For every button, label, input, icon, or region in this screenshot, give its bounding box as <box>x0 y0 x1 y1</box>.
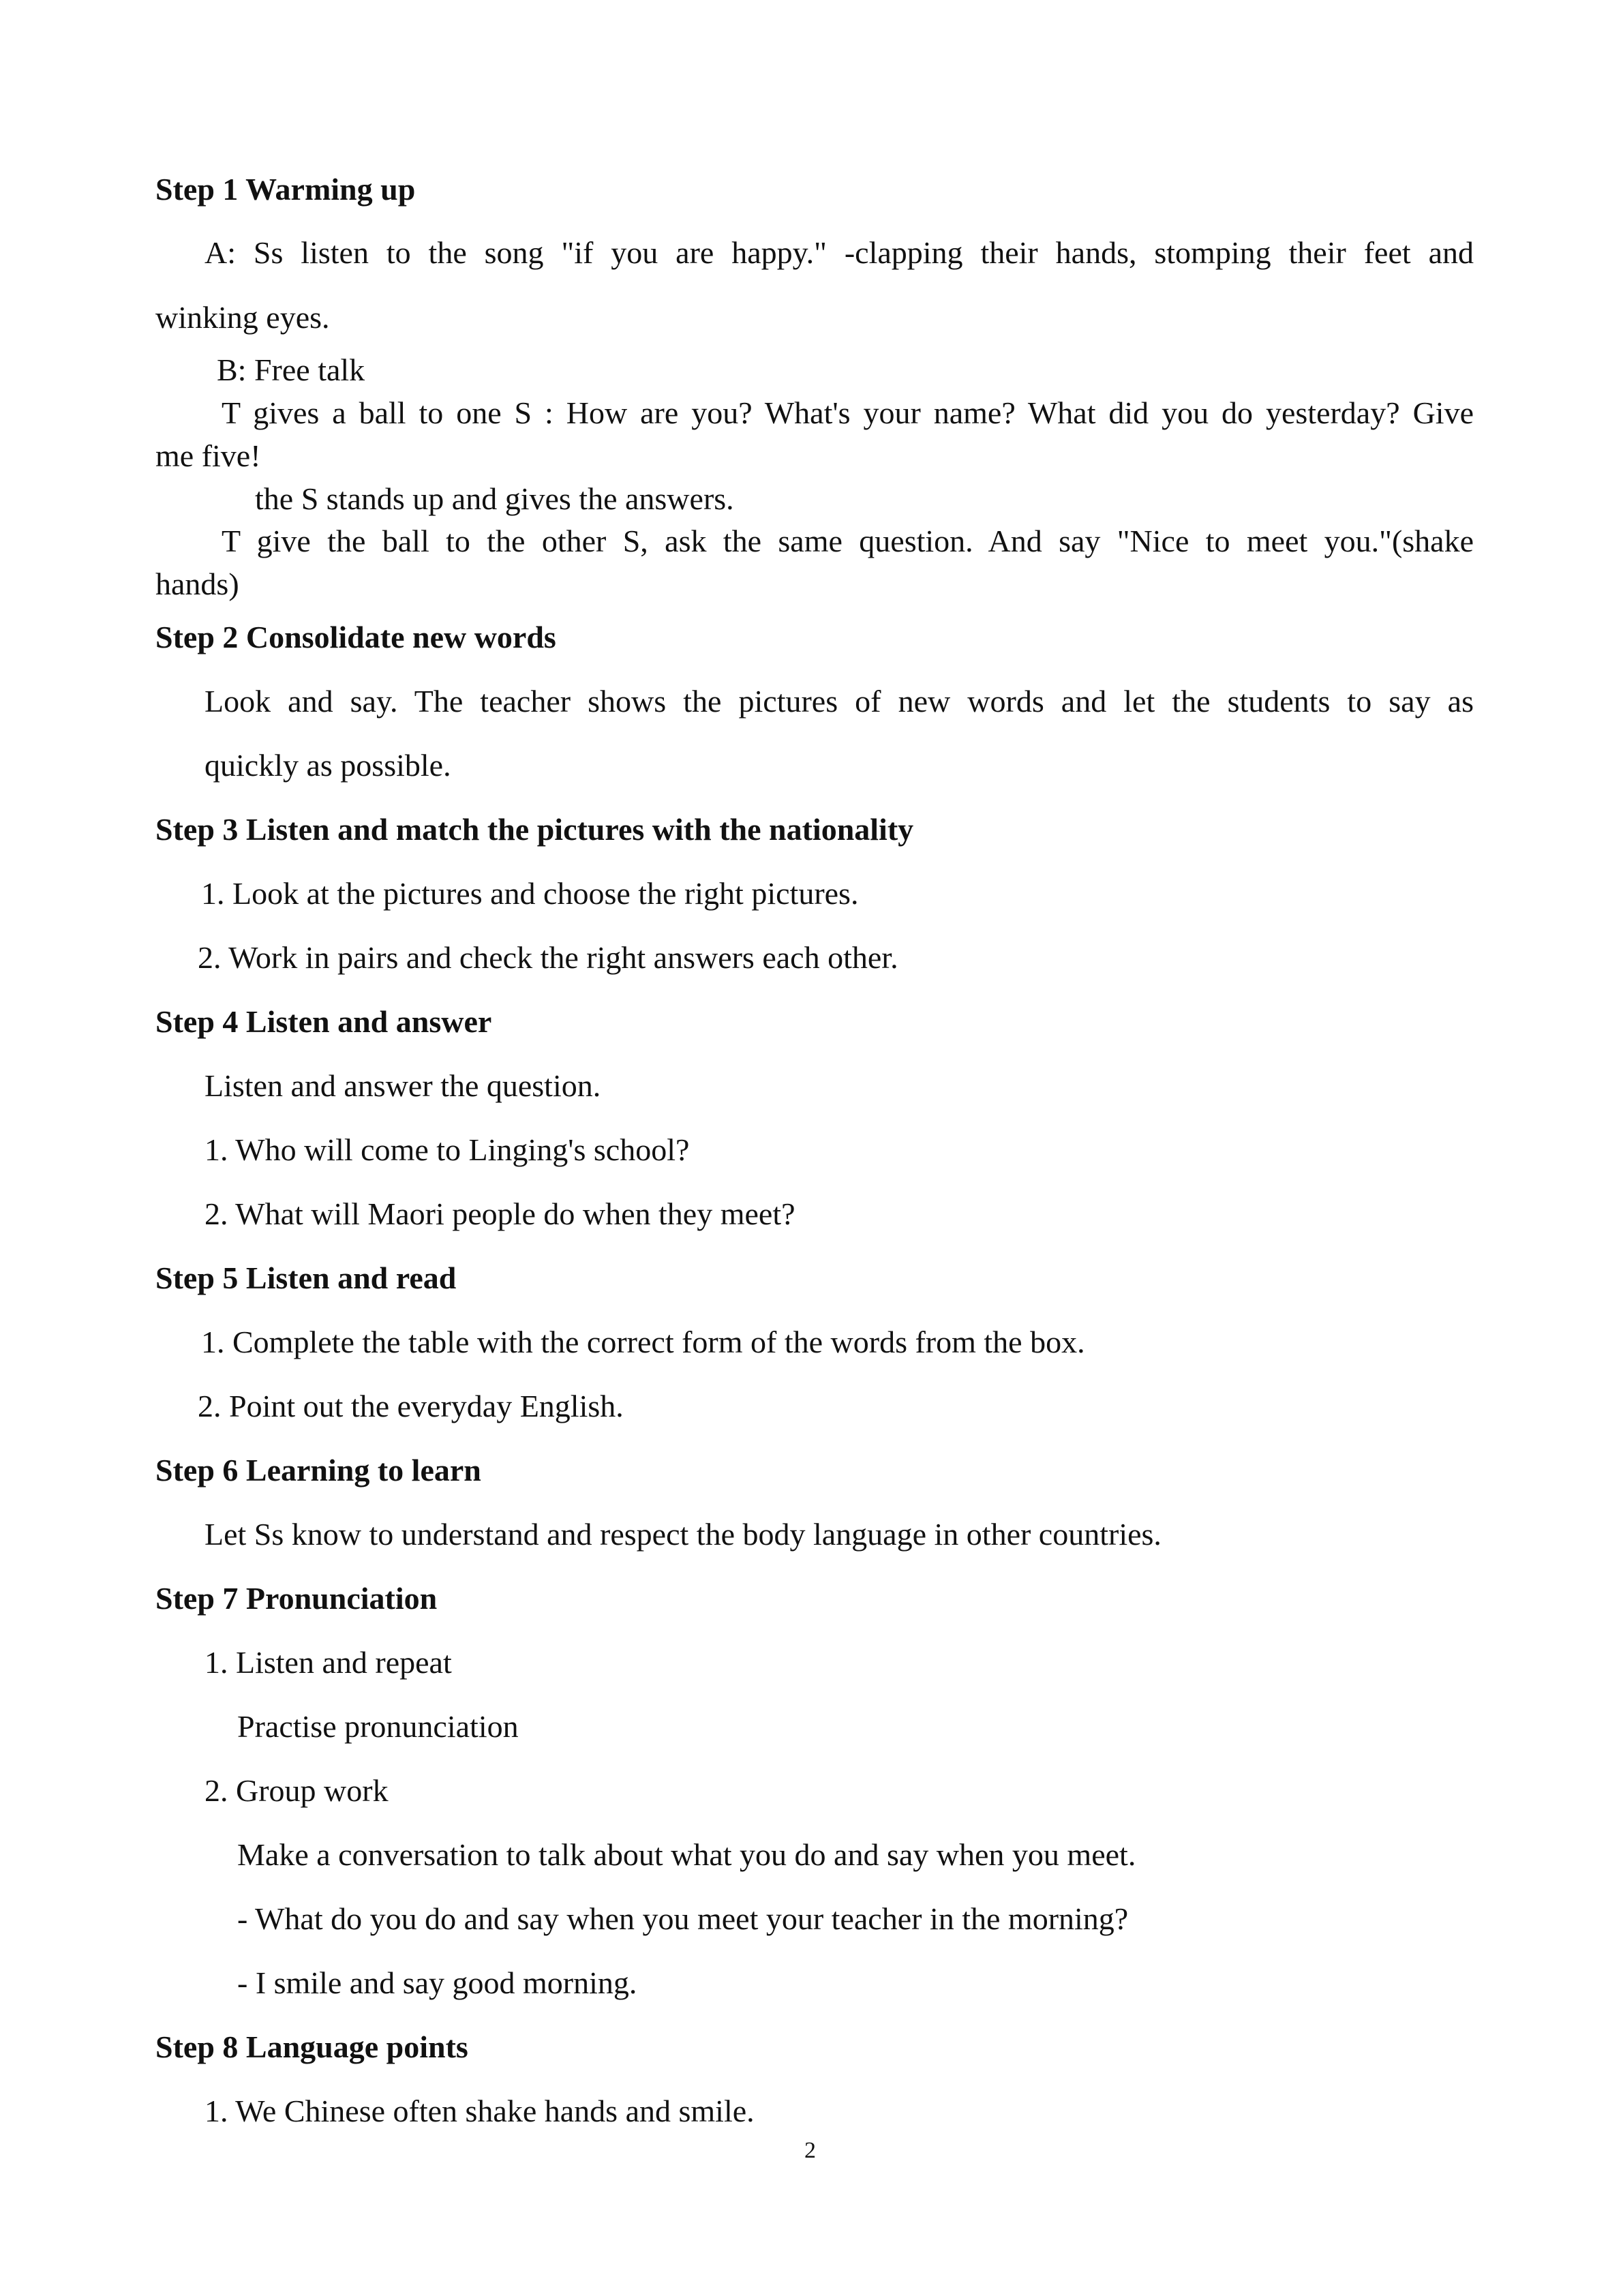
step1-a-line2: winking eyes. <box>155 300 330 335</box>
step6-heading: Step 6 Learning to learn <box>155 1453 481 1487</box>
step1-t2-line2: hands) <box>155 567 239 601</box>
step4-item-1: 1. Who will come to Linging's school? <box>204 1132 690 1167</box>
step4-item-2: 2. What will Maori people do when they meet? <box>204 1196 795 1231</box>
step7-item-2: 2. Group work <box>204 1773 389 1808</box>
step7-dialog-1: - What do you do and say when you meet your teacher in the morning? <box>237 1901 1129 1936</box>
step8-heading: Step 8 Language points <box>155 2029 468 2064</box>
step1-t-line2: me five! <box>155 438 261 473</box>
step7-heading: Step 7 Pronunciation <box>155 1581 438 1616</box>
step2-heading: Step 2 Consolidate new words <box>155 620 556 654</box>
step7-item-1: 1. Listen and repeat <box>204 1645 452 1680</box>
step1-b-label: B: Free talk <box>217 352 365 387</box>
step3-heading: Step 3 Listen and match the pictures with the nationality <box>155 812 914 847</box>
step4-intro: Listen and answer the question. <box>204 1068 601 1103</box>
step3-item-2: 2. Work in pairs and check the right answers each other. <box>198 940 898 975</box>
step1-a-line1: A: Ss listen to the song "if you are happy." -clapping their hands, stomping their feet and <box>204 235 1474 270</box>
step5-heading: Step 5 Listen and read <box>155 1260 457 1295</box>
step2-line2: quickly as possible. <box>204 748 451 783</box>
step1-heading: Step 1 Warming up <box>155 172 416 207</box>
step5-item-2: 2. Point out the everyday English. <box>198 1389 624 1423</box>
step7-item-2-sub: Make a conversation to talk about what you do and say when you meet. <box>237 1837 1136 1872</box>
step7-item-1-sub: Practise pronunciation <box>237 1709 519 1744</box>
step5-item-1: 1. Complete the table with the correct form of the words from the box. <box>201 1325 1085 1359</box>
page-number: 2 <box>804 2138 816 2163</box>
step4-heading: Step 4 Listen and answer <box>155 1004 492 1039</box>
step8-item-1: 1. We Chinese often shake hands and smile. <box>204 2094 755 2128</box>
step3-item-1: 1. Look at the pictures and choose the right pictures. <box>201 876 859 911</box>
step1-t-line1: T gives a ball to one S : How are you? What's your name? What did you do yesterday? Give <box>222 395 1474 430</box>
step2-line1: Look and say. The teacher shows the pictures of new words and let the students to say as <box>204 684 1474 719</box>
step6-line: Let Ss know to understand and respect the body language in other countries. <box>204 1517 1162 1552</box>
step7-dialog-2: - I smile and say good morning. <box>237 1965 637 2000</box>
step1-s-line: the S stands up and gives the answers. <box>255 481 734 516</box>
step1-t2-line1: T give the ball to the other S, ask the same question. And say "Nice to meet you."(shake <box>222 524 1474 558</box>
